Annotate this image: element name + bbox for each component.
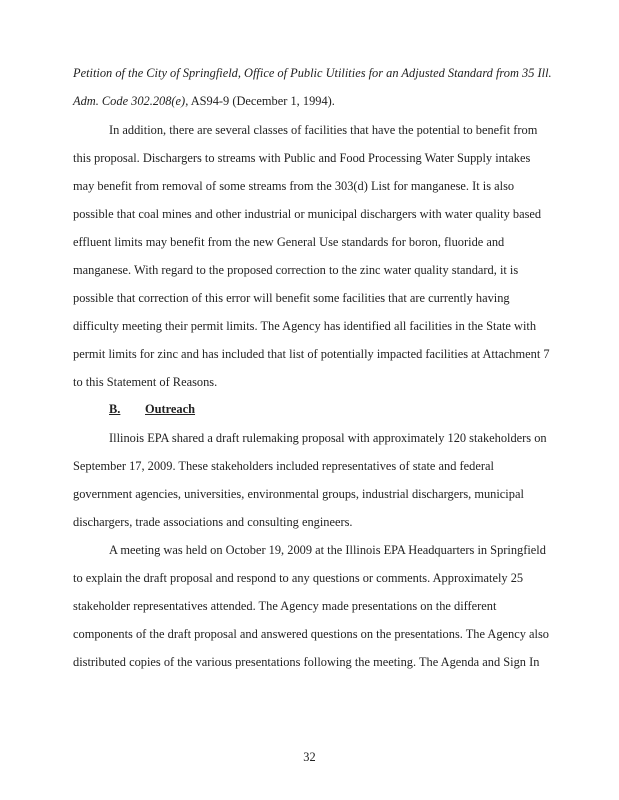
paragraph-1-line: In addition, there are several classes of facilities that have the potential to benefit from	[109, 123, 538, 137]
paragraph-1-line: possible that correction of this error will benefit some facilities that are currently having	[73, 291, 510, 305]
paragraph-2-line: government agencies, universities, environmental groups, industrial dischargers, municipal	[73, 487, 524, 501]
paragraph-2-line: Illinois EPA shared a draft rulemaking proposal with approximately 120 stakeholders on	[109, 431, 547, 445]
paragraph-1-line: effluent limits may benefit from the new General Use standards for boron, fluoride and	[73, 235, 505, 249]
citation-tail: , AS94-9 (December 1, 1994).	[185, 94, 335, 108]
paragraph-1-line: may benefit from removal of some streams from the 303(d) List for manganese. It is also	[73, 179, 515, 193]
paragraph-3-line: stakeholder representatives attended. The Agency made presentations on the different	[73, 599, 497, 613]
paragraph-2-line: dischargers, trade associations and consulting engineers.	[73, 515, 353, 529]
paragraph-1-line: to this Statement of Reasons.	[73, 375, 218, 389]
paragraph-3-line: distributed copies of the various presentations following the meeting. The Agenda and Sign In	[73, 655, 540, 669]
section-heading	[109, 401, 195, 417]
paragraph-1-line: permit limits for zinc and has included that list of potentially impacted facilities at Attachment 7	[73, 347, 550, 361]
citation-code: Adm. Code 302.208(e)	[73, 94, 186, 108]
paragraph-1-line: difficulty meeting their permit limits. The Agency has identified all facilities in the State with	[73, 319, 537, 333]
paragraph-3-line: A meeting was held on October 19, 2009 at the Illinois EPA Headquarters in Springfield	[109, 543, 546, 557]
paragraph-3-line: components of the draft proposal and answered questions on the presentations. The Agency also	[73, 627, 550, 641]
paragraph-1-line: manganese. With regard to the proposed correction to the zinc water quality standard, it is	[73, 263, 519, 277]
section-number: B.	[109, 402, 121, 416]
citation-line-2	[73, 93, 335, 109]
paragraph-1-line: possible that coal mines and other industrial or municipal dischargers with water quality based	[73, 207, 542, 221]
paragraph-3-line: to explain the draft proposal and respond to any questions or comments. Approximately 25	[73, 571, 524, 585]
citation-line-1: Petition of the City of Springfield, Office of Public Utilities for an Adjusted Standard from 35 Ill.	[73, 66, 552, 80]
page-number: 32	[303, 750, 316, 764]
paragraph-1-line: this proposal. Dischargers to streams with Public and Food Processing Water Supply intakes	[73, 151, 531, 165]
paragraph-2-line: September 17, 2009. These stakeholders included representatives of state and federal	[73, 459, 494, 473]
section-title: Outreach	[145, 402, 196, 416]
